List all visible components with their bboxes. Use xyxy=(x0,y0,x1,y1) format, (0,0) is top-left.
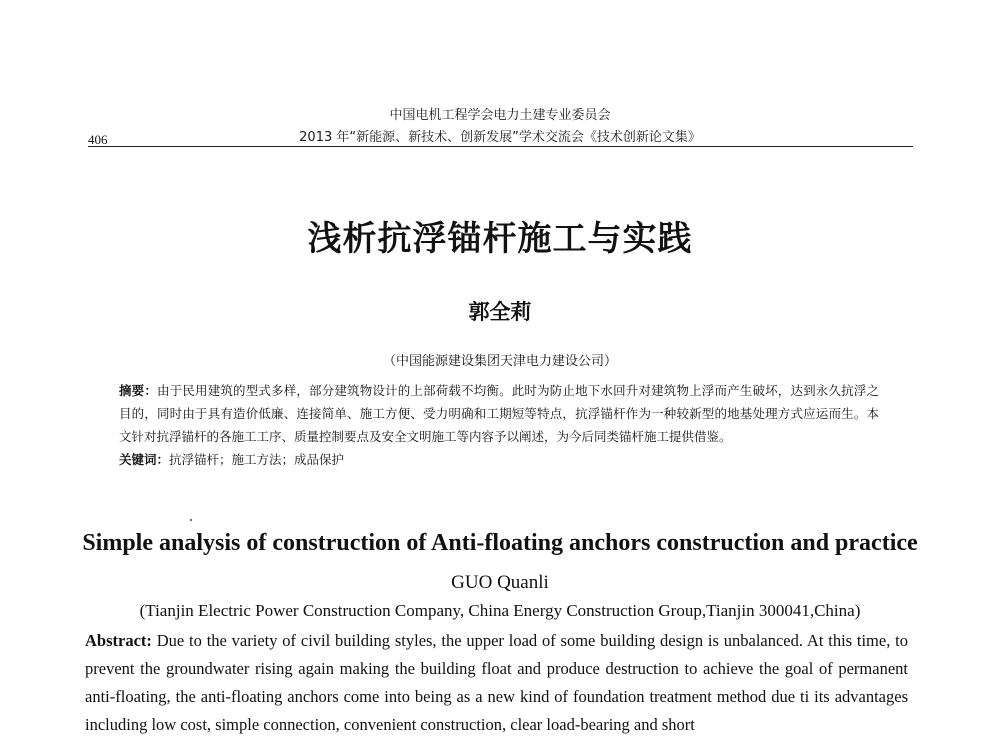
affiliation-chinese: （中国能源建设集团天津电力建设公司） xyxy=(382,354,617,369)
abstract-chinese xyxy=(119,379,879,471)
running-header-proceedings: 2013 年“新能源、新技术、创新发展”学术交流会《技术创新论文集》 xyxy=(299,130,701,145)
affiliation-english: (Tianjin Electric Power Construction Company, China Energy Construction Group,Tianjin 300041,China) xyxy=(139,601,861,620)
abstract-label-english: Abstract: xyxy=(85,631,152,650)
abstract-text-english: Due to the variety of civil building styles, the upper load of some building design is unbalanced. At this time, to prevent the groundwater rising again making the building float and produce destruction to achieve the goal of permanent anti-floating, the anti-floating anchors come into being as a new kind of foundation treatment method due ti its advantages including low cost, simple connection, convenient construction, clear load-bearing and short xyxy=(85,631,908,734)
author-english: GUO Quanli xyxy=(451,572,549,593)
author-chinese: 郭全莉 xyxy=(468,300,532,324)
keywords-text-chinese: 抗浮锚杆；施工方法；成品保护 xyxy=(169,452,345,467)
running-header-society: 中国电机工程学会电力土建专业委员会 xyxy=(389,108,611,123)
paper-title-english: Simple analysis of construction of Anti-floating anchors construction and practice xyxy=(82,530,918,556)
abstract-english xyxy=(85,627,908,739)
abstract-text-chinese: 由于民用建筑的型式多样，部分建筑物设计的上部荷载不均衡。此时为防止地下水回升对建筑物上浮而产生破坏，达到永久抗浮之目的，同时由于具有造价低廉、连接简单、施工方便、受力明确和工期短等特点，抗浮锚杆作为一种较新型的地基处理方式应运而生。本文针对抗浮锚杆的各施工工序、质量控制要点及安全文明施工等内容予以阐述，为今后同类锚杆施工提供借鉴。 xyxy=(119,383,879,444)
page-number: 406 xyxy=(88,132,108,147)
abstract-label-chinese: 摘要： xyxy=(119,383,158,398)
keywords-label-chinese: 关键词： xyxy=(119,452,170,467)
stray-dot xyxy=(190,519,192,521)
paper-title-chinese: 浅析抗浮锚杆施工与实践 xyxy=(307,219,693,259)
header-rule xyxy=(88,146,913,147)
